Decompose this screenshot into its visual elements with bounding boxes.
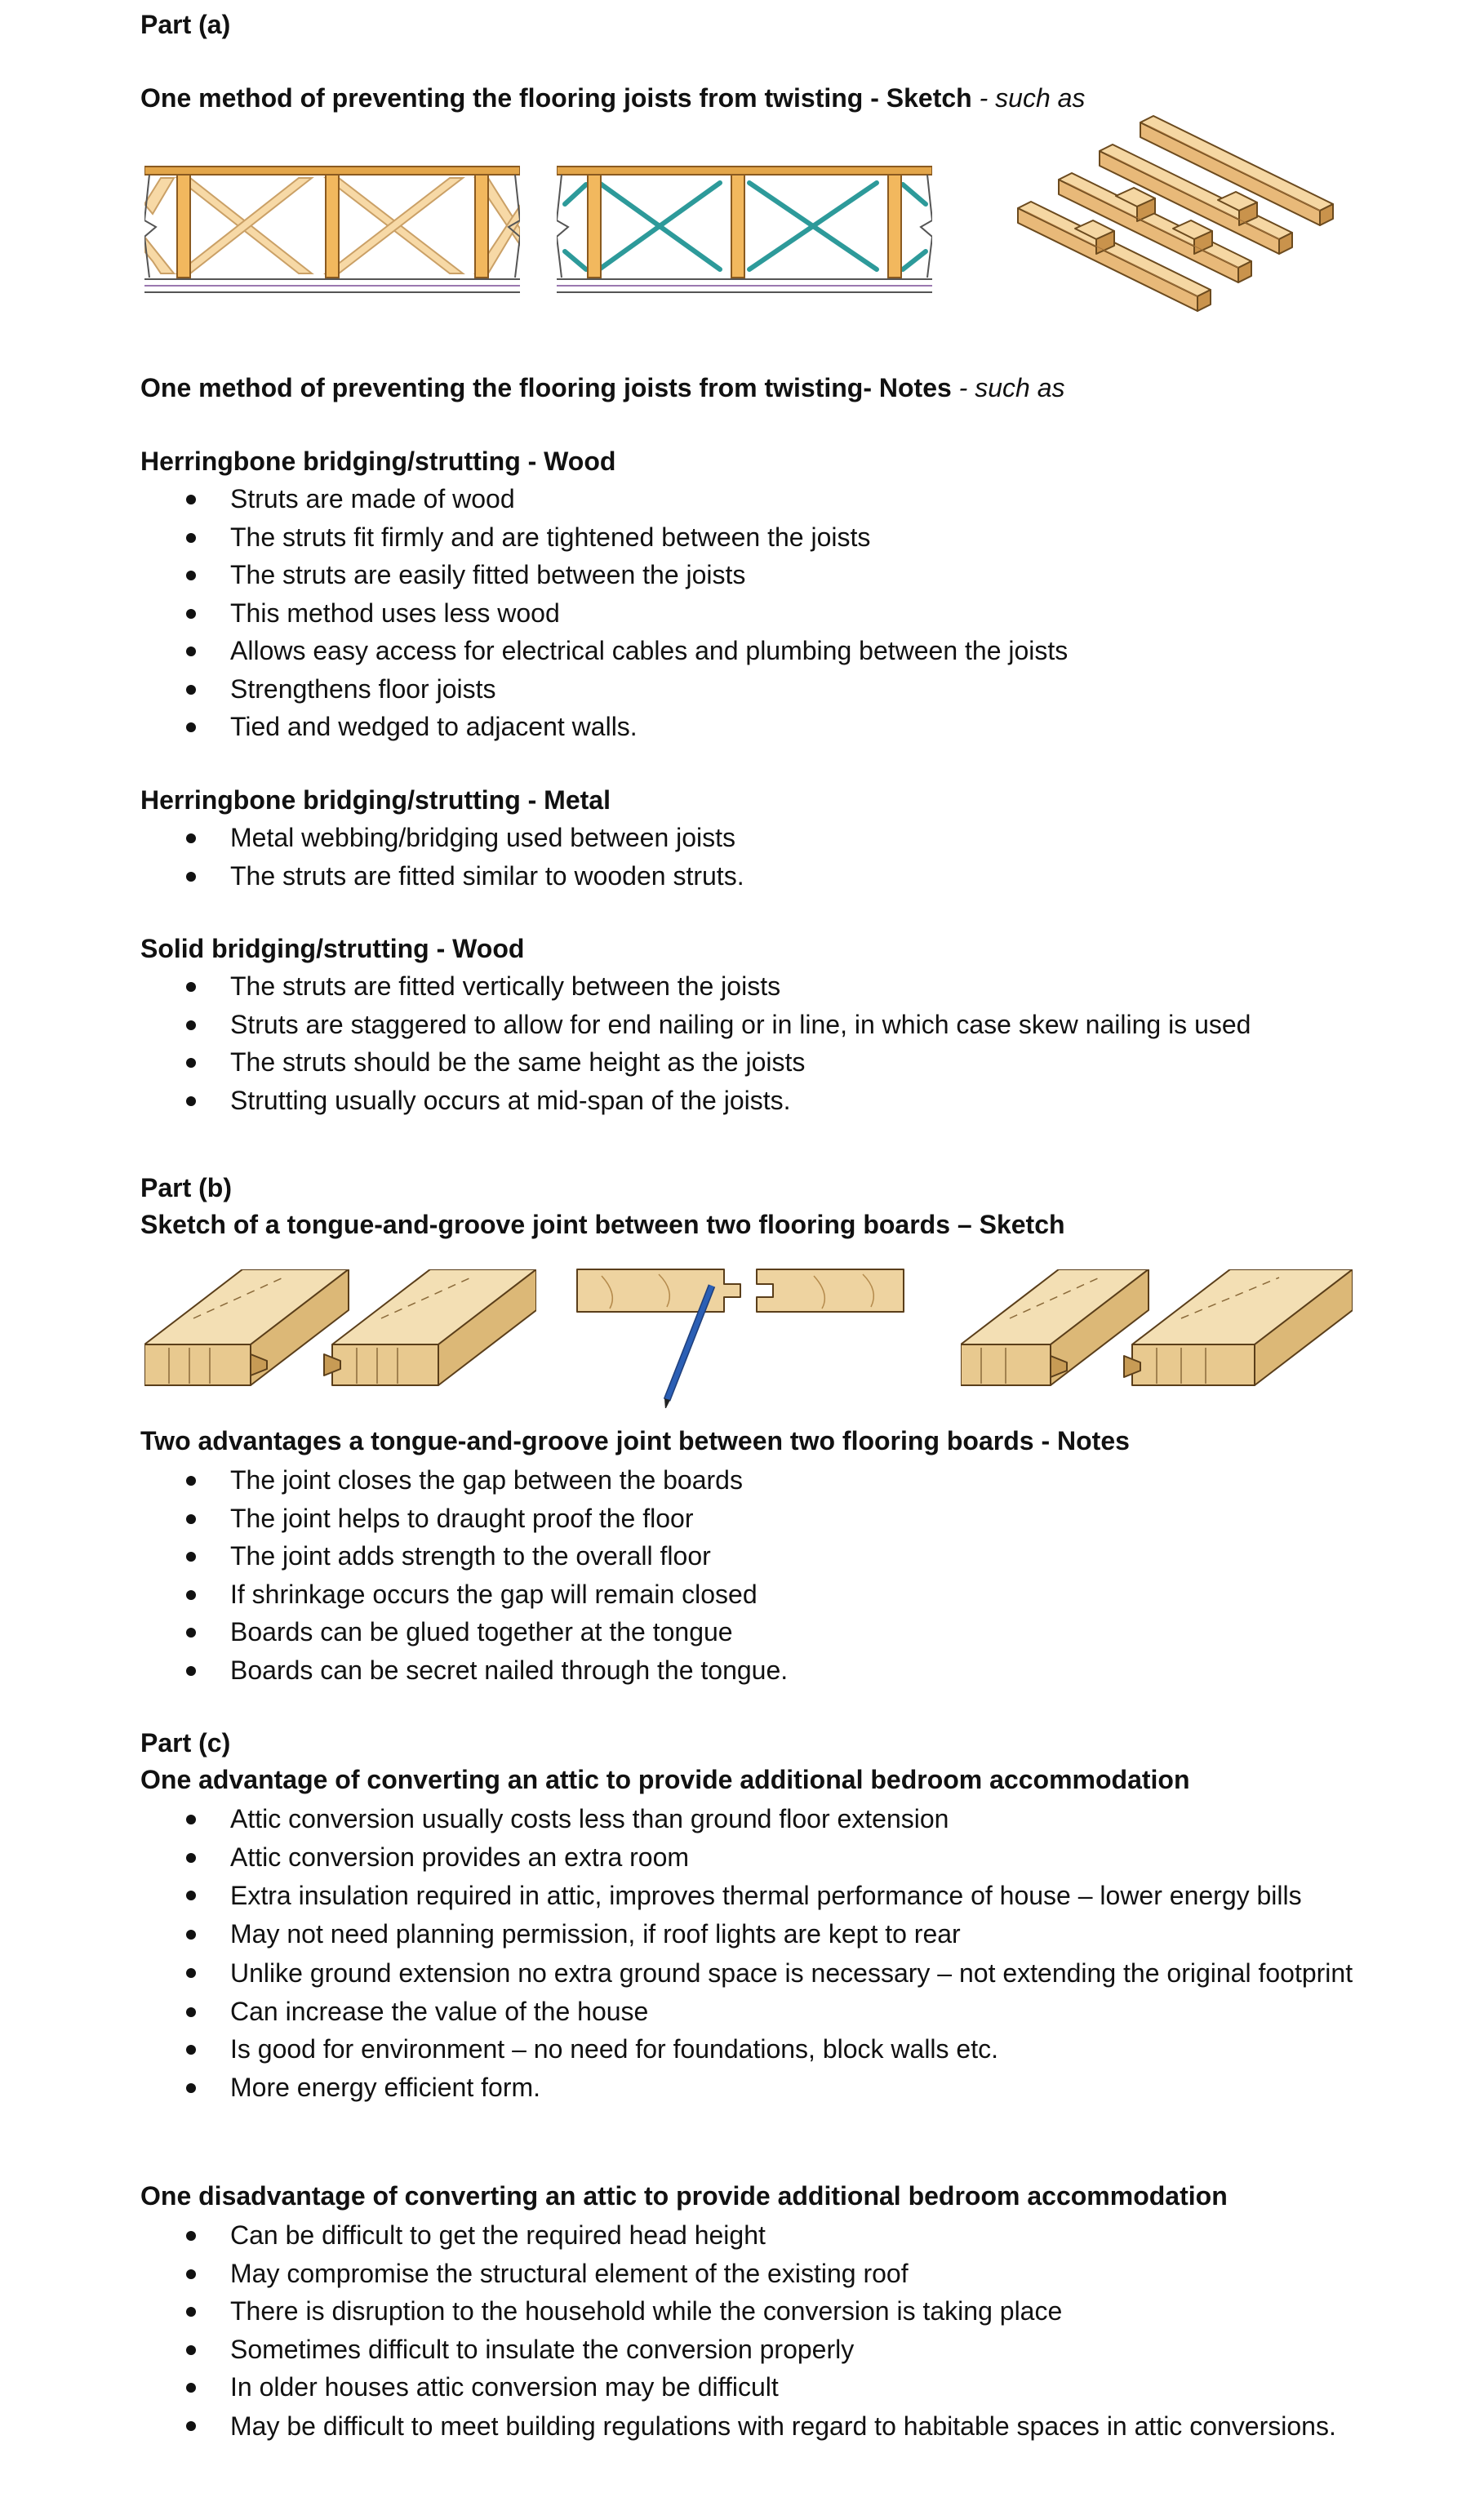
list-item: Attic conversion provides an extra room bbox=[140, 1838, 1365, 1877]
list-item: More energy efficient form. bbox=[140, 2069, 1365, 2107]
list-item: In older houses attic conversion may be difficult bbox=[140, 2368, 1365, 2406]
list-item: The struts are easily fitted between the joists bbox=[140, 556, 1365, 594]
list-item: There is disruption to the household while the conversion is taking place bbox=[140, 2292, 1365, 2331]
part-a-notes-title-text: One method of preventing the flooring joists from twisting- Notes bbox=[140, 373, 952, 402]
part-c-heading: Part (c) bbox=[140, 1728, 231, 1758]
part-c-advantages-list bbox=[140, 1800, 1365, 2106]
list-item: Allows easy access for electrical cables and plumbing between the joists bbox=[140, 632, 1365, 670]
list-item: May not need planning permission, if roof lights are kept to rear bbox=[140, 1915, 1365, 1953]
list-item: The struts fit firmly and are tightened between the joists bbox=[140, 518, 1365, 557]
list-item: The struts are fitted similar to wooden struts. bbox=[140, 857, 1365, 895]
list-item: The struts should be the same height as the joists bbox=[140, 1043, 1365, 1082]
list-item: If shrinkage occurs the gap will remain closed bbox=[140, 1575, 1365, 1614]
solid-bridging-isometric-sketch bbox=[1010, 114, 1336, 335]
list-item: Strutting usually occurs at mid-span of the joists. bbox=[140, 1082, 1365, 1120]
list-item: Strengthens floor joists bbox=[140, 670, 1365, 709]
list-item: Boards can be glued together at the tongue bbox=[140, 1613, 1365, 1651]
list-item: Attic conversion usually costs less than ground floor extension bbox=[140, 1800, 1365, 1838]
list-item: Extra insulation required in attic, improves thermal performance of house – lower energy bills bbox=[140, 1876, 1365, 1915]
list-item: The joint closes the gap between the boards bbox=[140, 1461, 1365, 1500]
list-item: Struts are staggered to allow for end nailing or in line, in which case skew nailing is used bbox=[140, 1006, 1365, 1044]
part-c-disadvantages-list bbox=[140, 2216, 1365, 2446]
list-item: Is good for environment – no need for foundations, block walls etc. bbox=[140, 2030, 1365, 2069]
list-item: This method uses less wood bbox=[140, 594, 1365, 633]
list-item: Can increase the value of the house bbox=[140, 1993, 1365, 2031]
list-item: The joint helps to draught proof the floor bbox=[140, 1500, 1365, 1538]
part-b-heading: Part (b) bbox=[140, 1173, 232, 1202]
list-item: Tied and wedged to adjacent walls. bbox=[140, 708, 1365, 746]
list-item: May compromise the structural element of the existing roof bbox=[140, 2255, 1365, 2293]
part-a-sketch-title-text: One method of preventing the flooring joists from twisting - Sketch bbox=[140, 83, 972, 113]
list-item: The struts are fitted vertically between the joists bbox=[140, 967, 1365, 1006]
list-item: Unlike ground extension no extra ground space is necessary – not extending the original footprint bbox=[140, 1953, 1365, 1993]
part-a-heading: Part (a) bbox=[140, 10, 231, 39]
herringbone-metal-sketch bbox=[557, 155, 932, 298]
part-a-sketch-suffix: - such as bbox=[979, 83, 1086, 113]
part-b-advantages-list bbox=[140, 1461, 1365, 1689]
part-c-advantage-title: One advantage of converting an attic to provide additional bedroom accommodation bbox=[140, 1765, 1190, 1794]
part-c-disadvantage-title: One disadvantage of converting an attic to provide additional bedroom accommodation bbox=[140, 2181, 1228, 2211]
part-a-notes-title bbox=[140, 371, 1065, 404]
part-a-notes-suffix: - such as bbox=[958, 373, 1065, 402]
wood-herringbone-title: Herringbone bridging/strutting - Wood bbox=[140, 447, 616, 476]
solid-bridging-list bbox=[140, 967, 1365, 1119]
solid-bridging-title: Solid bridging/strutting - Wood bbox=[140, 934, 525, 963]
part-b-sketch-title: Sketch of a tongue-and-groove joint between two flooring boards – Sketch bbox=[140, 1210, 1065, 1239]
metal-herringbone-title: Herringbone bridging/strutting - Metal bbox=[140, 785, 611, 815]
list-item: Sometimes difficult to insulate the conversion properly bbox=[140, 2331, 1365, 2369]
herringbone-wood-sketch bbox=[144, 155, 520, 298]
list-item: The joint adds strength to the overall floor bbox=[140, 1537, 1365, 1575]
wood-herringbone-list bbox=[140, 480, 1365, 746]
list-item: Struts are made of wood bbox=[140, 480, 1365, 518]
list-item: Metal webbing/bridging used between joists bbox=[140, 819, 1365, 857]
tongue-groove-boards-sketch-a bbox=[144, 1269, 536, 1388]
list-item: May be difficult to meet building regulations with regard to habitable spaces in attic conversions. bbox=[140, 2406, 1365, 2446]
part-a-sketch-title bbox=[140, 82, 1085, 114]
secret-nailing-sketch bbox=[569, 1261, 928, 1408]
list-item: Boards can be secret nailed through the tongue. bbox=[140, 1651, 1365, 1690]
list-item: Can be difficult to get the required head height bbox=[140, 2216, 1365, 2255]
tongue-groove-boards-sketch-b bbox=[961, 1269, 1353, 1388]
part-b-notes-title: Two advantages a tongue-and-groove joint between two flooring boards - Notes bbox=[140, 1426, 1130, 1455]
metal-herringbone-list bbox=[140, 819, 1365, 895]
